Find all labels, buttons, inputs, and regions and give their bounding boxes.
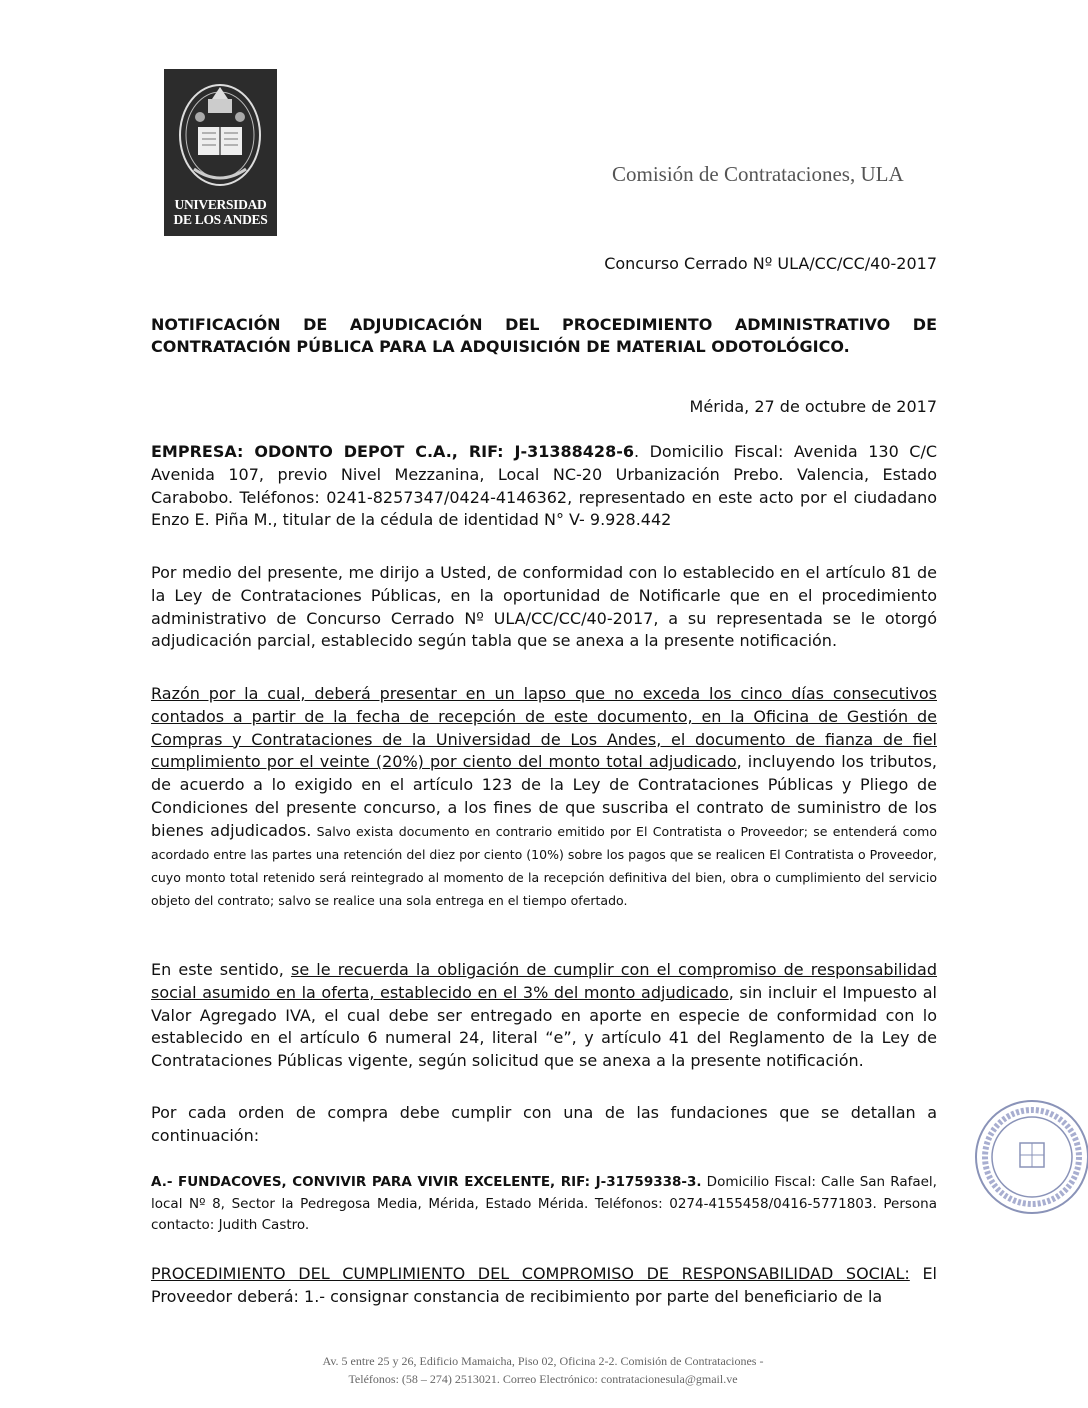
notification-paragraph: Por medio del presente, me dirijo a Usted, de conformidad con lo establecido en el artículo 81 de la Ley de Contrataciones Públicas, en la oportunidad de Notificarle que en el procedimiento administrativo de Concurso Cerrado Nº ULA/CC/CC/40-2017, a su representada se le otorgó adjudicación parcial, establecido según tabla que se anexa a la presente notificación. — [151, 563, 937, 651]
university-logo — [164, 69, 277, 236]
social-responsibility-paragraph — [151, 959, 937, 1073]
reference-number: Concurso Cerrado Nº ULA/CC/CC/40-2017 — [604, 254, 937, 273]
company-name: EMPRESA: ODONTO DEPOT C.A., RIF: J-31388428-6 — [151, 442, 634, 461]
page-footer — [240, 1352, 846, 1388]
guarantee-text: , incluyendo los tributos, de acuerdo a lo exigido en el artículo 123 de la Ley de Contrataciones Públicas y Pliego de Condiciones del presente concurso, a los fines de que suscriba el contrato de suministro de los bienes adjudicados. — [151, 752, 938, 840]
foundation-entry — [151, 1172, 937, 1237]
procedure-heading: PROCEDIMIENTO DEL CUMPLIMIENTO DEL COMPROMISO DE RESPONSABILIDAD SOCIAL: — [151, 1264, 910, 1283]
guarantee-paragraph — [151, 683, 937, 912]
commission-header: Comisión de Contrataciones, ULA — [612, 162, 904, 186]
foundation-name: A.- FUNDACOVES, CONVIVIR PARA VIVIR EXCELENTE, RIF: J-31759338-3. — [151, 1174, 702, 1190]
footer-contact: Teléfonos: (58 – 274) 2513021. Correo Electrónico: contratacionesula@gmail.ve — [348, 1372, 738, 1386]
social-underlined-text: se le recuerda la obligación de cumplir con el compromiso de responsabilidad social asumido en la oferta, establecido en el 3% del monto adjudicado — [151, 960, 938, 1002]
document-date: Mérida, 27 de octubre de 2017 — [689, 397, 937, 416]
procedure-paragraph — [151, 1263, 937, 1309]
logo-line-2: DE LOS ANDES — [173, 212, 268, 227]
document-title: NOTIFICACIÓN DE ADJUDICACIÓN DEL PROCEDIMIENTO ADMINISTRATIVO DE CONTRATACIÓN PÚBLICA PARA LA ADQUISICIÓN DE MATERIAL ODOTOLÓGICO. — [151, 315, 937, 356]
company-paragraph — [151, 441, 937, 532]
social-lead: En este sentido, — [151, 960, 291, 979]
foundation-details: Domicilio Fiscal: Calle San Rafael, local Nº 8, Sector la Pedregosa Media, Mérida, Estado Mérida. Teléfonos: 0274-4155458/0416-5771803. Persona contacto: Judith Castro. — [151, 1174, 937, 1233]
footer-address: Av. 5 entre 25 y 26, Edificio Mamaicha, Piso 02, Oficina 2-2. Comisión de Contrataciones - — [322, 1354, 764, 1368]
logo-line-1: UNIVERSIDAD — [174, 197, 267, 212]
retention-clause: Salvo exista documento en contrario emitido por El Contratista o Proveedor; se entenderá como acordado entre las partes una retención del diez por ciento (10%) sobre los pagos que se realicen El Contratista o Proveedor, cuyo monto total retenido será reintegrado al momento de la recepción definitiva del bien, obra o cumplimiento del servicio objeto del contrato; salvo se realice una sola entrega en el tiempo ofertado. — [151, 823, 938, 908]
stamp-seal-icon — [960, 1095, 1088, 1223]
crest-icon — [164, 69, 277, 199]
foundations-intro: Por cada orden de compra debe cumplir con una de las fundaciones que se detallan a continuación: — [151, 1103, 937, 1145]
official-stamp — [960, 1095, 1088, 1223]
company-details: . Domicilio Fiscal: Avenida 130 C/C Avenida 107, previo Nivel Mezzanina, Local NC-20 Urbanización Prebo. Valencia, Estado Carabobo. Teléfonos: 0241-8257347/0424-4146362, representado en este acto por el ciudadano Enzo E. Piña M., titular de la cédula de identidad N° V- 9.928.442 — [151, 442, 938, 530]
social-text: , sin incluir el Impuesto al Valor Agregado IVA, el cual debe ser entregado en aporte en especie de conformidad con lo establecido en el artículo 6 numeral 24, literal “e”, y artículo 41 del Reglamento de la Ley de Contrataciones Públicas vigente, según solicitud que se anexa a la presente notificación. — [151, 982, 938, 1071]
procedure-text: El Proveedor deberá: 1.- consignar constancia de recibimiento por parte del beneficiario de la — [151, 1264, 937, 1306]
guarantee-underlined-text: Razón por la cual, deberá presentar en un lapso que no exceda los cinco días consecutivos contados a partir de la fecha de recepción de este documento, en la Oficina de Gestión de Compras y Contrataciones de la Universidad de Los Andes, el documento de fianza de fiel cumplimiento por el veinte (20%) por ciento del monto total adjudicado — [151, 684, 937, 772]
